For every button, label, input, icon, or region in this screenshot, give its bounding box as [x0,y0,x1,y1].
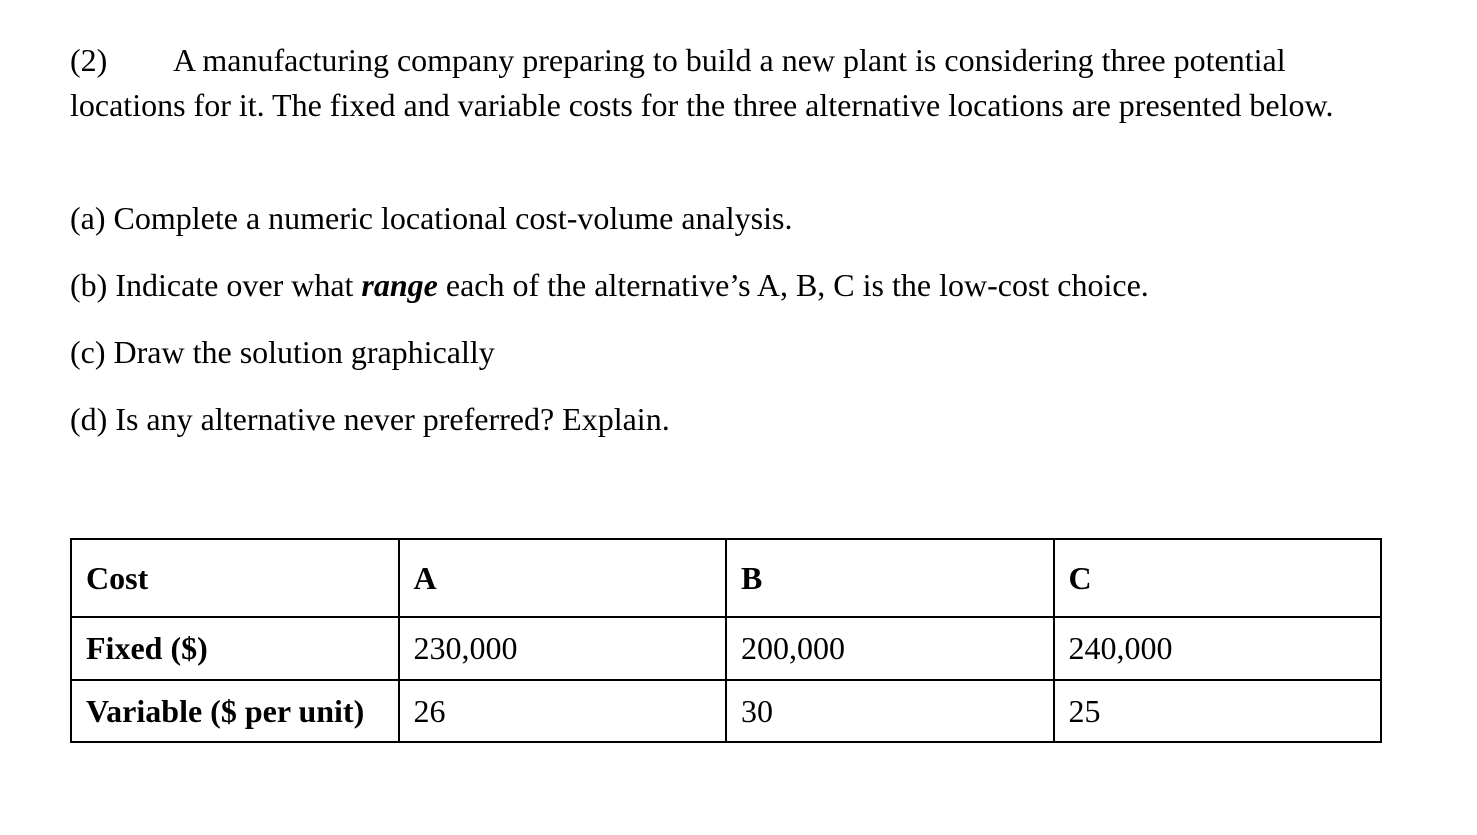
question-intro [70,38,1390,128]
table-row [71,617,1381,680]
header-cell: Cost [71,539,399,617]
table-cell: 25 [1054,680,1382,742]
question-number: (2) [70,42,108,78]
part-b: (b) Indicate over what range each of the alternative’s A, B, C is the low-cost choice. [70,267,1149,303]
part-d: (d) Is any alternative never preferred? Explain. [70,401,670,437]
table-cell: 230,000 [399,617,727,680]
table-header-row [71,539,1381,617]
header-cell: A [399,539,727,617]
question-intro-text: A manufacturing company preparing to build a new plant is considering three potential locations for it. The fixed and variable costs for the three alternative locations are presented below. [70,42,1334,123]
part-c: (c) Draw the solution graphically [70,334,495,370]
table-cell: 26 [399,680,727,742]
row-label: Fixed ($) [71,617,399,680]
table-cell: 30 [726,680,1054,742]
problem-statement [70,38,1390,437]
header-cell: B [726,539,1054,617]
table-cell: 240,000 [1054,617,1382,680]
range-emphasis: range [361,267,438,303]
cost-table [70,538,1382,743]
header-cell: C [1054,539,1382,617]
part-a: (a) Complete a numeric locational cost-volume analysis. [70,200,793,236]
table-cell: 200,000 [726,617,1054,680]
table-row [71,680,1381,742]
row-label: Variable ($ per unit) [71,680,399,742]
